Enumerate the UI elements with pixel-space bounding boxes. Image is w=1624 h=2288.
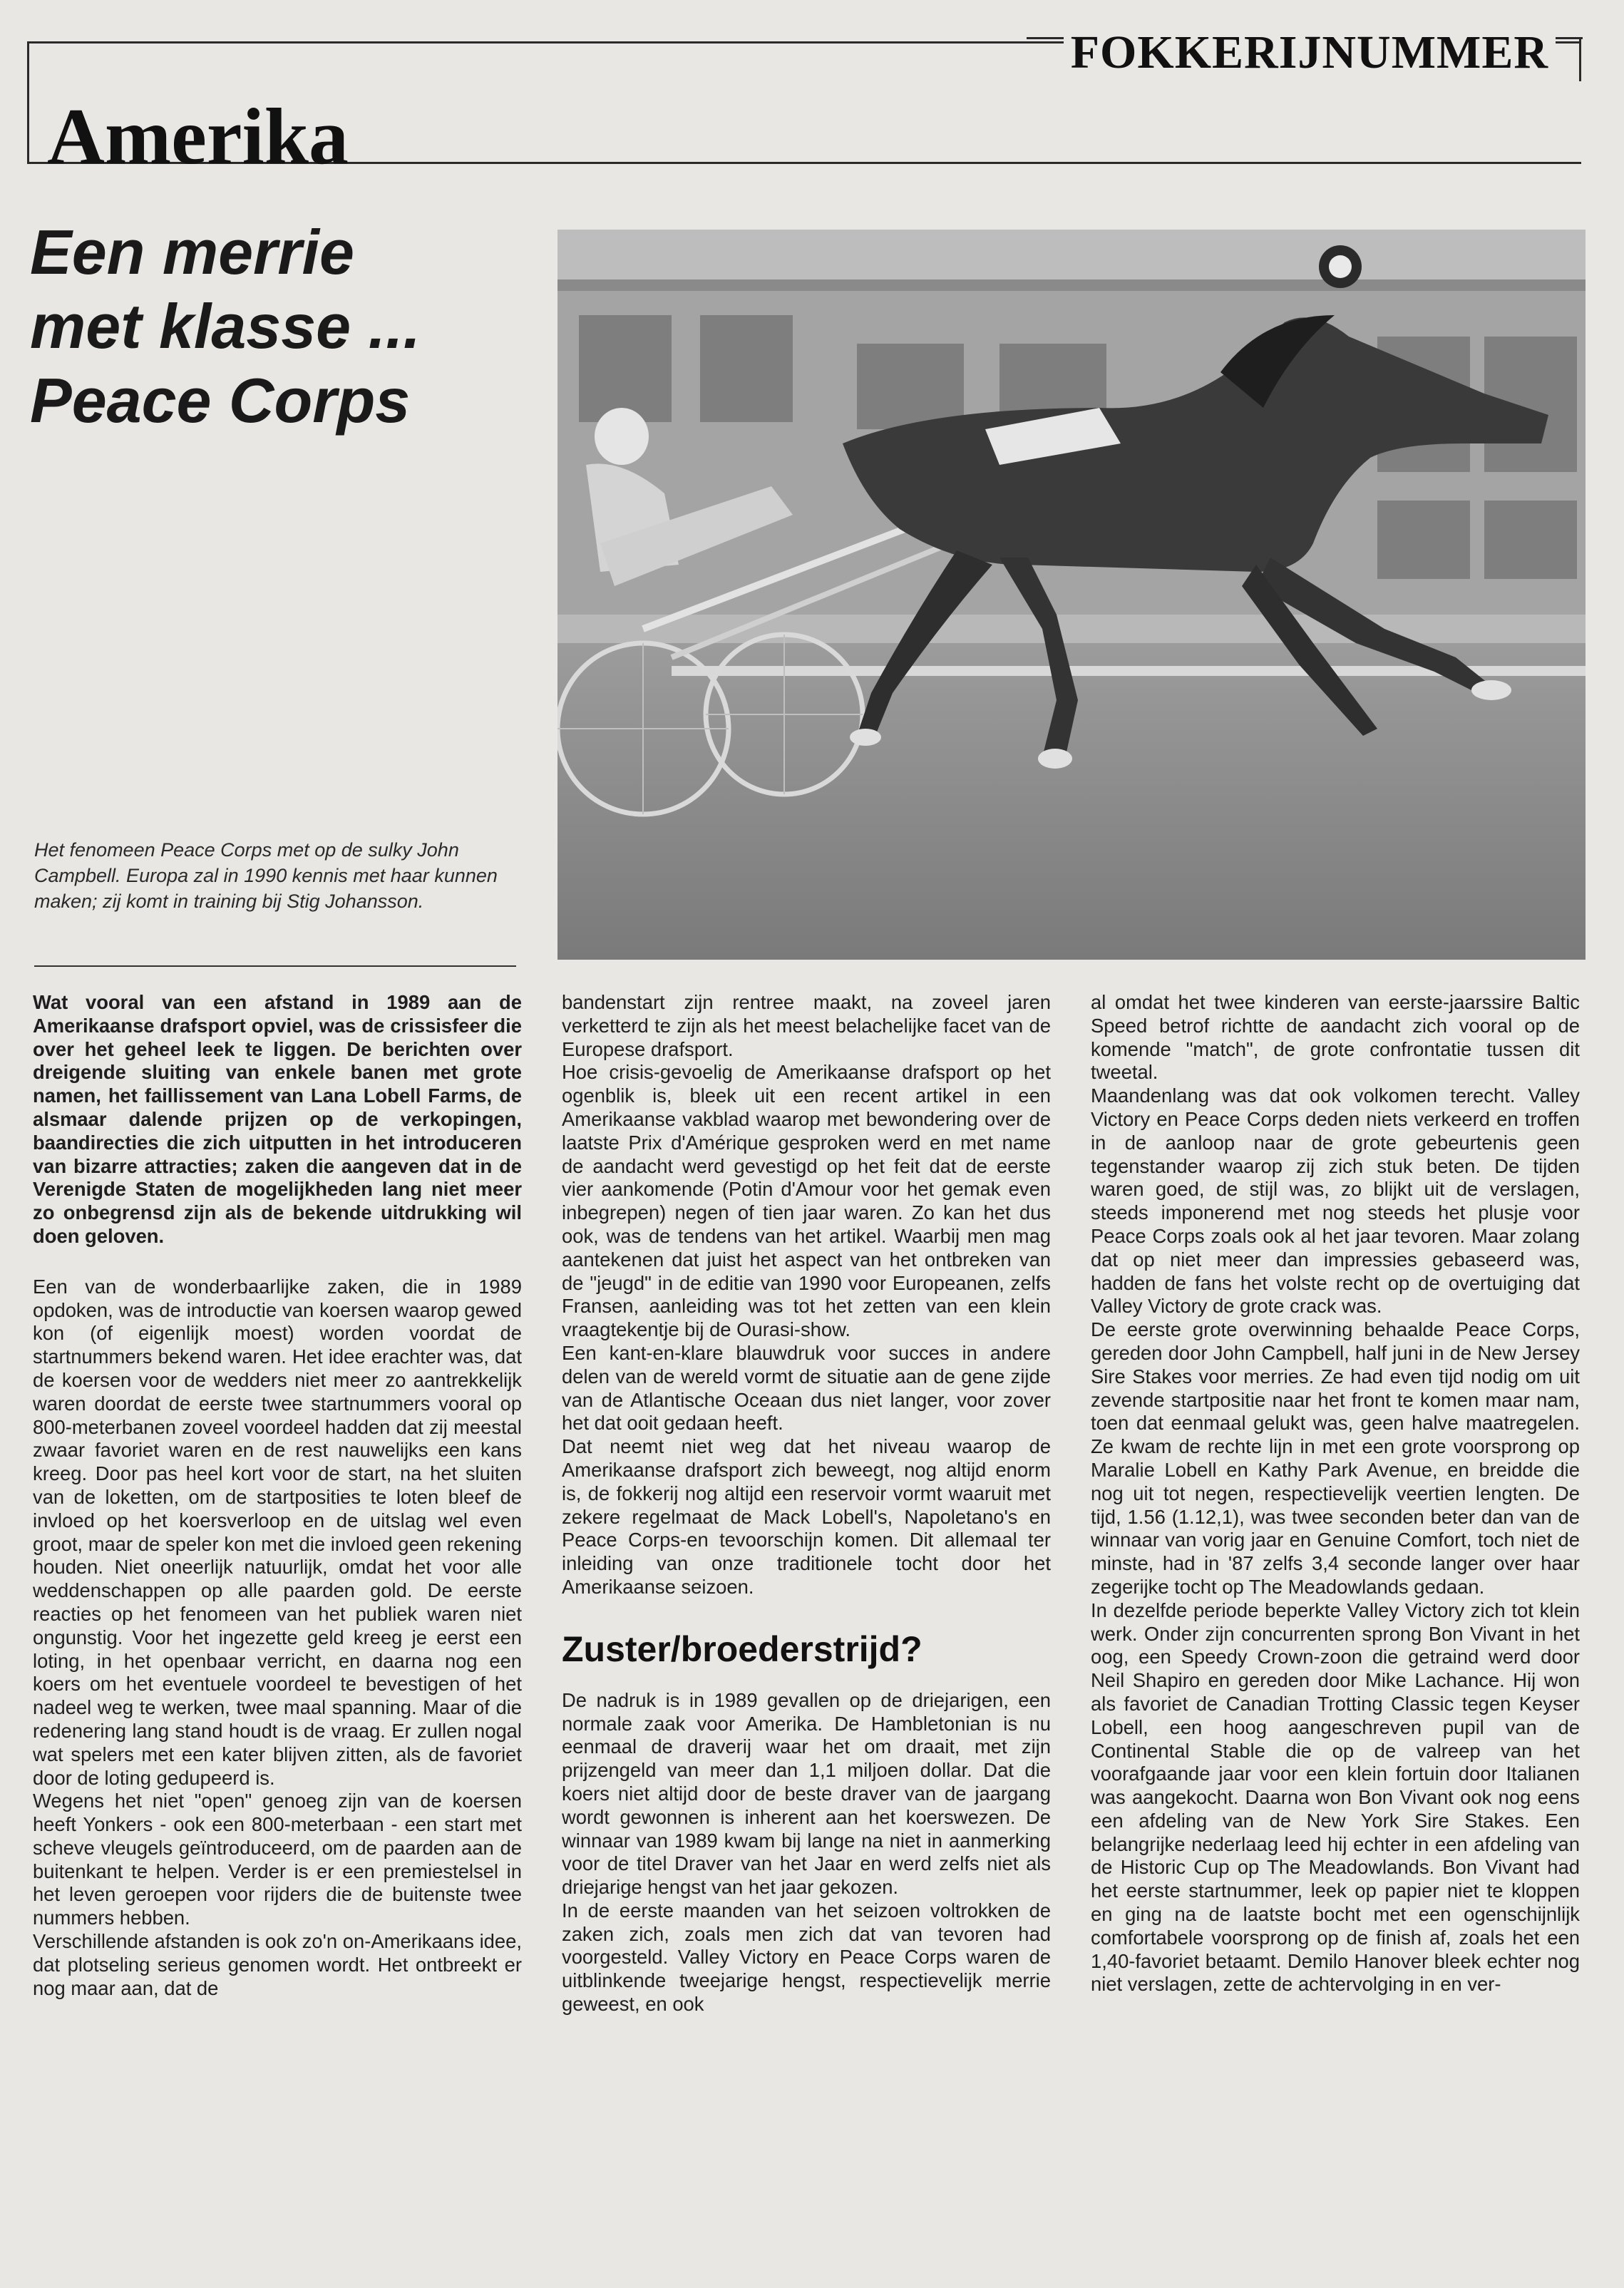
body-paragraph: Maandenlang was dat ook volkomen terecht. Valley Victory en Peace Corps deden niets verkeerd en troffen in de aanloop naar de grote gebeurtenis geen tegenstander waarop zij zich stuk beten. De tijden waren goed, de stijl was, zo blijkt uit de verslagen, steeds imponerend met nog steeds het plusje voor Peace Corps zoals ook al het jaar tevoren. Maar zolang dat op niet meer dan impressies gebaseerd was, hadden de fans het volste recht op de overtuiging dat Valley Victory de grote crack was.: [1091, 1084, 1580, 1318]
header-corner-rule: [1579, 37, 1581, 81]
body-paragraph: Een van de wonderbaarlijke zaken, die in 1989 opdoken, was de introductie van koersen waarop gewed kon (of eigenlijk moest) worden voordat de startnummers bekend waren. Het idee erachter was, dat de koersen voor de wedders niet meer zo aantrekkelijk waren doordat de eerste twee startnummers vooral op 800-meterbanen zoveel voordeel hadden dat zij meestal zwaar favoriet waren en de rest nauwelijks een kans kreeg. Door pas heel kort voor de start, na het sluiten van de loketten, om de startposities te loten bleef de invloed op het koersverloop en de uitslag wel even groot, maar de speler kon met die invloed geen rekening houden. Niet oneerlijk natuurlijk, omdat het voor alle weddenschappen op alle paarden gold. De eerste reacties op het fenomeen van het publiek waren niet ongunstig. Voor het ingezette geld kreeg je eerst een loting, in het openbaar verricht, en daarna nog een koers om het eventuele voordeel te bevestigen of het nadeel weg te werken, twee maal spanning. Maar of die redenering lang stand houdt is de vraag. Er zullen nogal wat spelers met een kater blijven zitten, als de favoriet door de loting gedupeerd is.: [33, 1275, 522, 1789]
race-photo: [557, 230, 1586, 960]
body-paragraph: Dat neemt niet weg dat het niveau waarop de Amerikaanse drafsport zich beweegt, nog altijd enorm is, de fokkerij nog altijd een reservoir vormt waaruit met zekere regelmaat de Mack Lobell's, Napoletano's en Peace Corps-en tevoorschijn komen. Dit allemaal ter inleiding van onze traditionele tocht door het Amerikaanse seizoen.: [562, 1435, 1051, 1598]
body-paragraph: De nadruk is in 1989 gevallen op de driejarigen, een normale zaak voor Amerika. De Hambletonian is nu eenmaal de draverij waar het om draait, met zijn prijzengeld van meer dan 1,1 miljoen dollar. Dat die koers niet altijd door de beste draver van de jaargang wordt gewonnen is inherent aan het koerswezen. De winnaar van 1989 kwam bij lange na niet in aanmerking voor de titel Draver van het Jaar en werd zelfs niet als driejarige hengst van het jaar gekozen.: [562, 1688, 1051, 1899]
article-column-2: [562, 991, 1051, 2016]
article-column-1: [33, 991, 522, 2000]
body-paragraph: bandenstart zijn rentree maakt, na zoveel jaren verketterd te zijn als het meest belachelijke facet van de Europese drafsport.: [562, 991, 1051, 1060]
body-paragraph: Een kant-en-klare blauwdruk voor succes in andere delen van de wereld vormt de situatie aan de gene zijde van de Atlantische Oceaan dus niet langer, voor zover het dat ooit gedaan heeft.: [562, 1341, 1051, 1435]
photo-caption: Het fenomeen Peace Corps met op de sulky John Campbell. Europa zal in 1990 kennis met haar kunnen maken; zij komt in training bij Stig Johansson.: [34, 839, 498, 912]
body-paragraph: al omdat het twee kinderen van eerste-jaarssire Baltic Speed betrof richtte de aandacht zich vooral op de komende "match", de grote confrontatie tussen dit tweetal.: [1091, 991, 1580, 1084]
headline-line-2: met klasse ...: [30, 291, 421, 361]
body-paragraph: In de eerste maanden van het seizoen voltrokken de zaken zich, zoals men zich dat van tevoren had voorgesteld. Valley Victory en Peace Corps waren de uitblinkende tweejarige hengst, respectievelijk merrie geweest, en ook: [562, 1899, 1051, 2016]
article-column-3: [1091, 991, 1580, 1996]
body-paragraph: De eerste grote overwinning behaalde Peace Corps, gereden door John Campbell, half juni in de New Jersey Sire Stakes voor merries. Ze had even tijd nodig om uit zevende startpositie naar het front te komen maar nam, toen dat eenmaal gelukt was, geen halve maatregelen. Ze kwam de rechte lijn in met een grote voorsprong op Maralie Lobell en Kathy Park Avenue, en breidde die nog uit tot negen, respectievelijk veertien lengten. De tijd, 1.56 (1.12,1), was twee seconden beter dan van de winnaar van vorig jaar en Genuine Comfort, toch niet de minste, had in '87 zelfs 3,4 seconde langer over haar zegerijke tocht op The Meadowlands gedaan.: [1091, 1318, 1580, 1598]
body-paragraph: Verschillende afstanden is ook zo'n on-Amerikaans idee, dat plotseling serieus genomen wordt. Het ontbreekt er nog maar aan, dat de: [33, 1930, 522, 1999]
body-paragraph: Wegens het niet "open" genoeg zijn van de koersen heeft Yonkers - ook een 800-meterbaan - een start met scheve vleugels geïntroduceerd, om de paarden aan de buitenkant te helpen. Verder is er een premiestelsel in het leven geroepen voor rijders die de buitenste twee nummers hebben.: [33, 1790, 522, 1929]
subheading: Zuster/broederstrijd?: [562, 1628, 923, 1669]
body-paragraph: In dezelfde periode beperkte Valley Victory zich tot klein werk. Onder zijn concurrenten sprong Bon Vivant in het oog, een Speedy Crown-zoon die getraind werd door Neil Shapiro en gereden door Mike Lachance. Hij won als favoriet de Canadian Trotting Classic tegen Keyser Lobell, een hoog aangeschreven pupil van de Continental Stable die op de valreep van het voorafgaande jaar voor een klein fortuin door Italianen was aangekocht. Daarna won Bon Vivant ook nog eens een afdeling van de New York Sire Stakes. Een belangrijke nederlaag leed hij echter in een afdeling van de Historic Cup op The Meadowlands. Bon Vivant had het eerste startnummer, leek op papier niet te kloppen en ging na de laatste bocht met een ogenschijnlijk comfortabele voorsprong op de finish af, zoals het een 1,40-favoriet betaamt. Demilo Hanover bleek echter nog niet verslagen, zette de achtervolging in en ver-: [1091, 1599, 1580, 1996]
headline-line-3: Peace Corps: [30, 365, 411, 436]
section-title: Amerika: [47, 93, 349, 181]
lead-paragraph: Wat vooral van een afstand in 1989 aan de Amerikaanse drafsport opviel, was de crissisfeer die over het geheel leek te liggen. De berichten over dreigende sluiting van enkele banen met grote namen, het faillissement van Lana Lobell Farms, de alsmaar dalende prijzen op de verkopingen, baandirecties die zich uitputten in het introduceren van bizarre attracties; zaken die aangeven dat in de Verenigde Staten de mogelijkheden lang niet meer zo onbegrensd zijn als de bekende uitdrukking wil doen geloven.: [33, 991, 522, 1247]
edition-label: FOKKERIJNUMMER: [1064, 26, 1556, 80]
body-paragraph: Hoe crisis-gevoelig de Amerikaanse drafsport op het ogenblik is, bleek uit een recent artikel in een Amerikaanse vakblad waarop met bewondering over de laatste Prix d'Amérique gesproken werd en met name de aandacht werd gevestigd op het feit dat de eerste vier aankomende (Potin d'Amour voor het gemak even inbegrepen) negen of tien jaar waren. Zo kan het dus ook, was de tendens van het artikel. Waarbij men mag aantekenen dat juist het aspect van het ontbreken van de "jeugd" in de editie van 1990 voor Europeanen, zelfs Fransen, aanleiding was tot het zetten van een klein vraagtekentje bij de Ourasi-show.: [562, 1061, 1051, 1341]
headline-line-1: Een merrie: [30, 217, 354, 287]
article-headline: [30, 215, 529, 438]
caption-divider: [34, 965, 516, 967]
